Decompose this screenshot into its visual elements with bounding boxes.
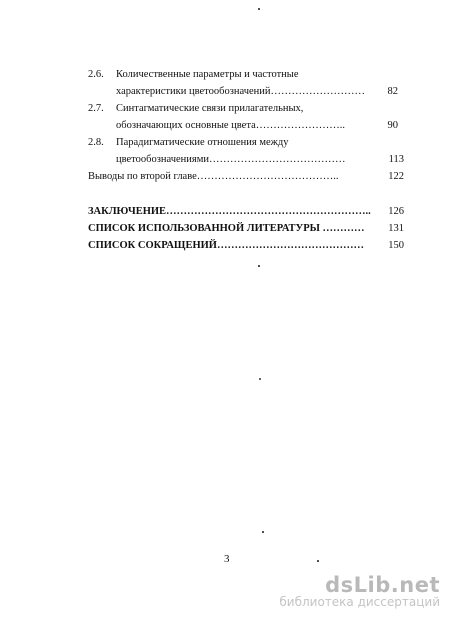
toc-item-page: 113 — [388, 154, 404, 165]
scan-speck — [317, 560, 319, 562]
scan-speck — [258, 8, 260, 10]
toc-section-page: 150 — [388, 240, 404, 251]
toc-section-abbreviations: СПИСОК СОКРАЩЕНИЙ…………………………………… — [88, 240, 364, 251]
scan-speck — [259, 378, 261, 380]
toc-item-title-line1: Синтагматические связи прилагательных, — [116, 103, 304, 114]
watermark-logo: dsLib.net — [325, 573, 440, 597]
toc-section-page: 126 — [388, 206, 404, 217]
toc-chapter-conclusions-page: 122 — [388, 171, 404, 182]
page-number: 3 — [224, 553, 230, 565]
toc-item-number: 2.8. — [88, 137, 104, 148]
toc-section-references: СПИСОК ИСПОЛЬЗОВАННОЙ ЛИТЕРАТУРЫ ………… — [88, 223, 365, 234]
toc-item-number: 2.7. — [88, 103, 104, 114]
toc-item-title-line2: обозначающих основные цвета…………………….. — [116, 120, 345, 131]
toc-item-title-line1: Количественные параметры и частотные — [116, 69, 299, 80]
watermark-subtitle: библиотека диссертаций — [279, 595, 440, 609]
toc-item-page: 82 — [387, 86, 398, 97]
toc-section-conclusion: ЗАКЛЮЧЕНИЕ………………………………………………….. — [88, 206, 371, 217]
watermark — [279, 573, 440, 609]
toc-item-page: 90 — [387, 120, 398, 131]
toc-section-page: 131 — [388, 223, 404, 234]
toc-item-title-line1: Парадигматические отношения между — [116, 137, 289, 148]
toc-chapter-conclusions: Выводы по второй главе………………………………….. — [88, 171, 339, 182]
scan-speck — [262, 531, 264, 533]
toc-item-number: 2.6. — [88, 69, 104, 80]
scan-speck — [258, 265, 260, 267]
toc-item-title-line2: характеристики цветообозначений……………………… — [116, 86, 366, 97]
toc-item-title-line2: цветообозначениями………………………………… — [116, 154, 346, 165]
